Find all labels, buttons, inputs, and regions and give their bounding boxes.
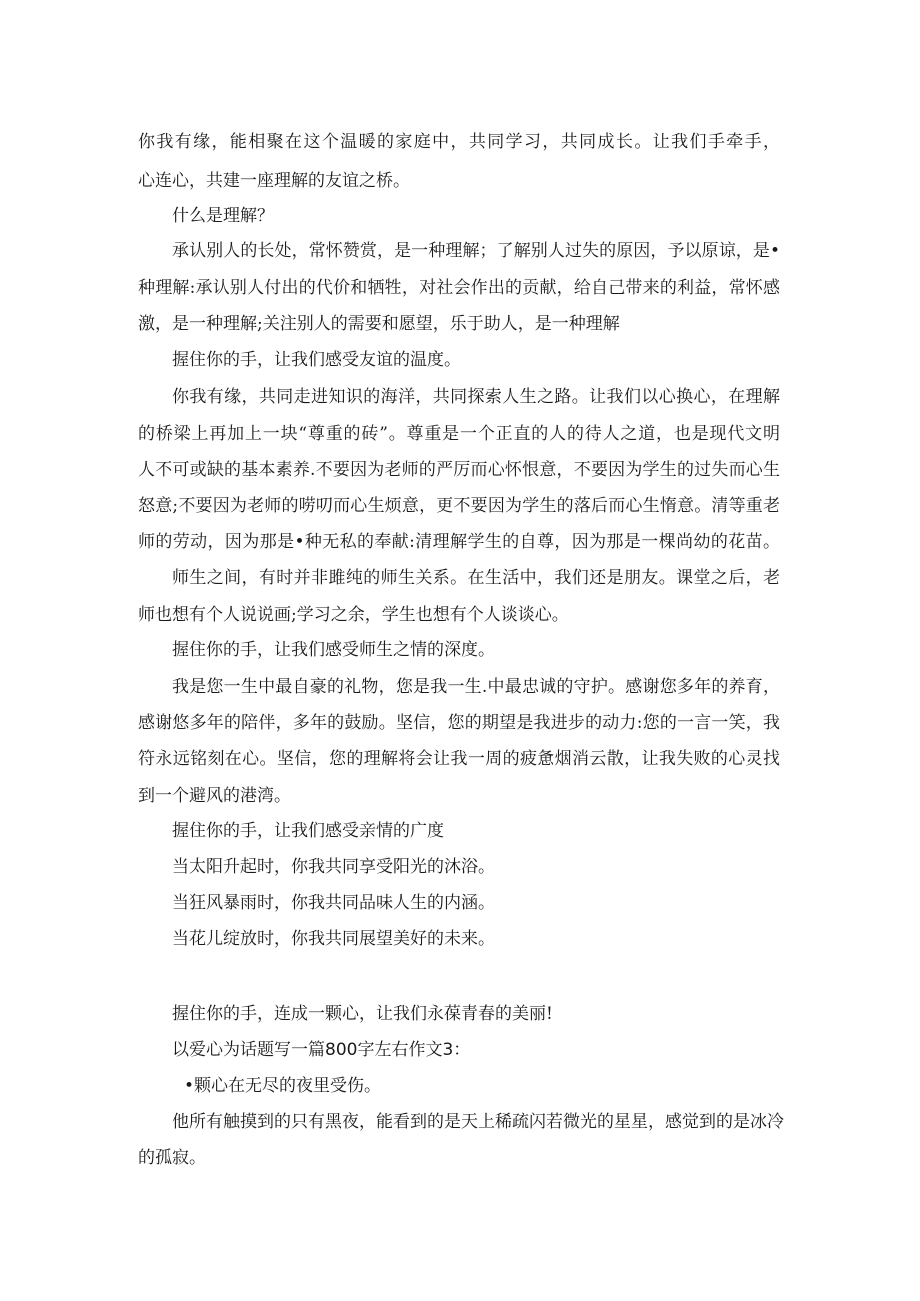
heading-line: 什么是理解？ (172, 206, 274, 226)
paragraph-line: 感谢悠多年的陪伴，多年的鼓励。坚信，您的期望是我进步的动力:您的一言一笑，我 (138, 713, 780, 733)
poem-line: 当狂风暴雨时，你我共同品味人生的内涵。 (172, 893, 495, 913)
section-title: 以爱心为话题写一篇800字左右作文3： (172, 1040, 471, 1060)
paragraph-line: 的桥梁上再加上一块“尊重的砖”。尊重是一个正直的人的待人之道，也是现代文明 (138, 424, 780, 444)
paragraph-line: 到一个避风的港湾。 (138, 786, 291, 806)
paragraph-line: 种理解:承认别人付出的代价和牺牲，对社会作出的贡献，给自己带来的利益，常怀感 (138, 278, 780, 298)
paragraph-line: 激，是一种理解;关注别人的需要和愿望，乐于助人，是一种理解 (138, 314, 620, 334)
refrain-line: 握住你的手，让我们感受友谊的温度。 (172, 350, 461, 370)
paragraph-line: 师也想有个人说说画;学习之余，学生也想有个人谈谈心。 (138, 605, 569, 625)
paragraph-line: 我是您一生中最自豪的礼物，您是我一生.中最忠诚的守护。感谢您多年的养育， (172, 677, 780, 697)
paragraph-line: 你我有缘，共同走进知识的海洋，共同探索人生之路。让我们以心换心，在理解 (172, 387, 780, 407)
paragraph-line: 承认别人的长处，常怀赞赏，是一种理解；了解别人过失的原因，予以原谅，是• (172, 241, 780, 261)
paragraph-line: •颗心在无尽的夜里受伤。 (184, 1076, 382, 1096)
paragraph-line: 师生之间，有时并非雎纯的师生关系。在生活中，我们还是朋友。课堂之后，老 (172, 568, 780, 588)
poem-line: 当花儿绽放时，你我共同展望美好的未来。 (172, 929, 495, 949)
refrain-line: 握住你的手，让我们感受亲情的广度 (172, 821, 444, 841)
paragraph-line: 心连心，共建一座理解的友谊之桥。 (138, 171, 410, 191)
paragraph-line: 的孤寂。 (138, 1148, 206, 1168)
poem-line: 当太阳升起时，你我共同享受阳光的沐浴。 (172, 857, 495, 877)
paragraph-line: 他所有触摸到的只有黑夜，能看到的是天上稀疏闪若微光的星星，感觉到的是冰冷 (172, 1112, 784, 1132)
paragraph-line: 怒意;不要因为老师的唠叨而心生烦意，更不要因为学生的落后而心生惰意。清等重老 (138, 496, 780, 516)
paragraph-line: 师的劳动，因为那是•种无私的奉献:清理解学生的自尊，因为那是一棵尚幼的花苗。 (138, 532, 780, 552)
closing-line: 握住你的手，连成一颗心，让我们永葆青春的美丽! (172, 1004, 553, 1024)
paragraph-line: 人不可或缺的基本素养.不要因为老师的严厉而心怀恨意，不要因为学生的过失而心生 (138, 460, 780, 480)
refrain-line: 握住你的手，让我们感受师生之情的深度。 (172, 640, 495, 660)
paragraph-line: 符永远铭刻在心。坚信，您的理解将会让我一周的疲惫烟消云散，让我失败的心灵找 (138, 749, 780, 769)
paragraph-line: 你我有缘，能相聚在这个温暖的家庭中，共同学习，共同成长。让我们手牵手， (138, 132, 780, 152)
